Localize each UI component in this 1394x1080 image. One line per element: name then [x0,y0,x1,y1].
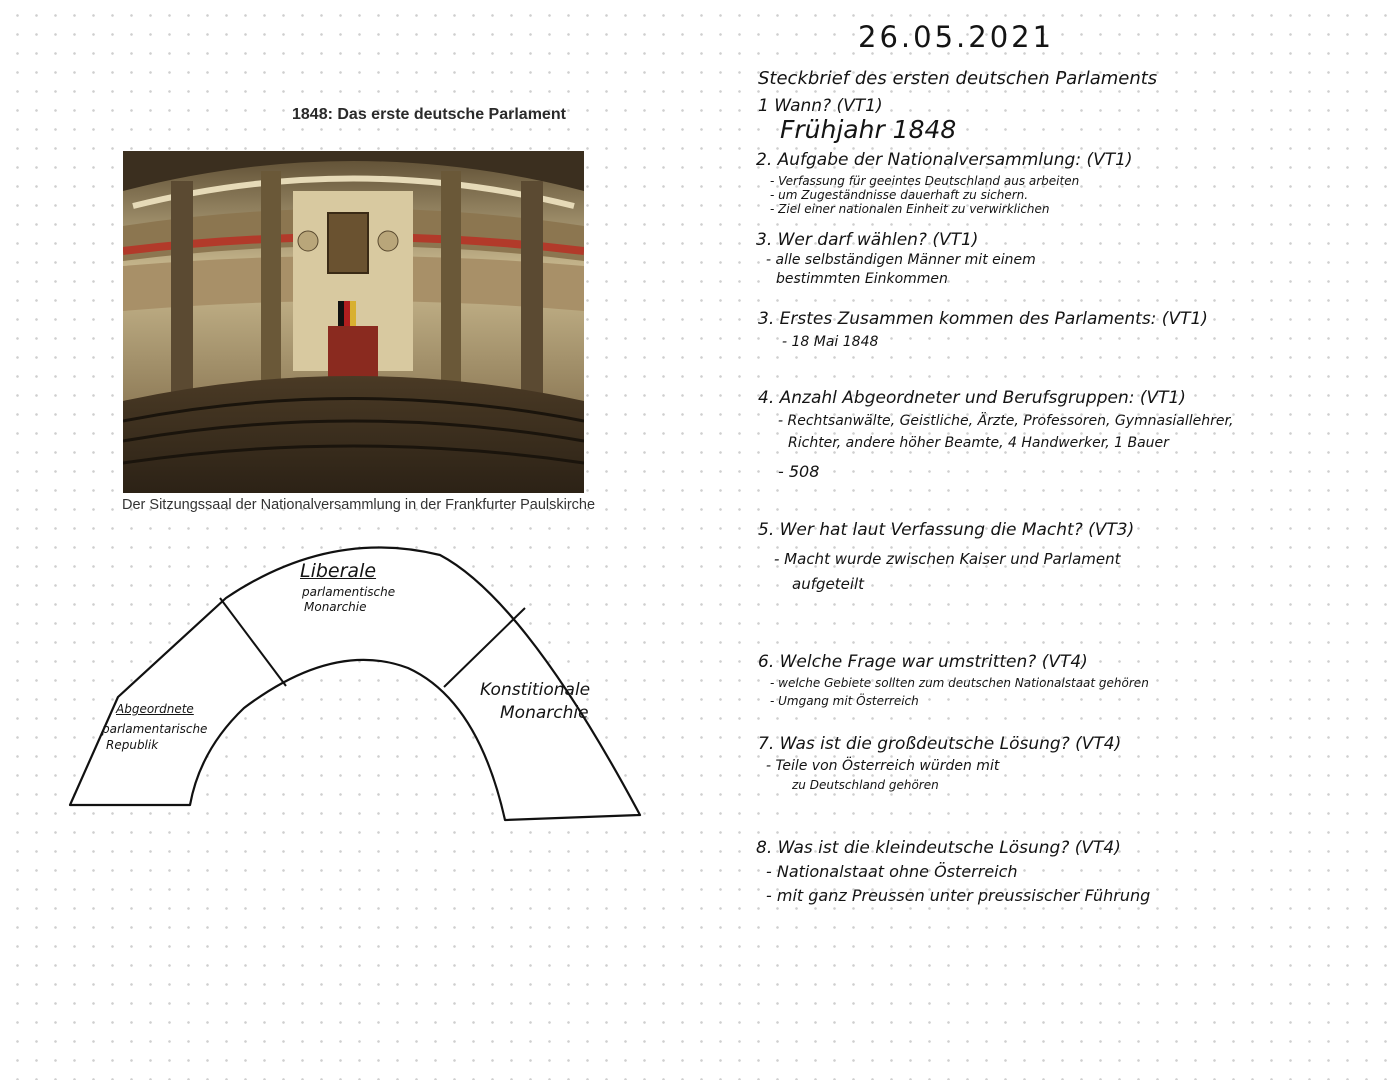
liberale-line-2: Monarchie [304,600,367,614]
answer-1: Frühjahr 1848 [780,115,957,144]
profile-heading: Steckbrief des ersten deutschen Parlaments [758,68,1158,89]
question-2: 2. Aufgabe der Nationalversammlung: (VT1) [756,150,1133,170]
illustration-caption: Der Sitzungssaal der Nationalversammlung in der Frankfurter Paulskirche [122,497,596,513]
answer-8-line-2: - mit ganz Preussen unter preussischer Führung [766,886,1151,905]
question-8: 8. Was ist die kleindeutsche Lösung? (VT4) [756,838,1121,858]
question-6: 6. Welche Frage war umstritten? (VT4) [758,652,1088,672]
liberale-label: Liberale [300,560,377,582]
answer-5-line-2: aufgeteilt [792,575,865,593]
answer-4-line-1: - Rechtsanwälte, Geistliche, Ärzte, Professoren, Gymnasiallehrer, [778,413,1234,429]
abgeordnete-line-1: parlamentarische [102,722,208,736]
answer-4-count: - 508 [778,462,820,481]
question-4: 4. Anzahl Abgeordneter und Berufsgruppen: (VT1) [758,388,1186,408]
question-3b: 3. Erstes Zusammen kommen des Parlaments: (VT1) [758,309,1208,329]
answer-4-line-2: Richter, andere höher Beamte, 4 Handwerker, 1 Bauer [788,435,1169,451]
answer-6-line-1: - welche Gebiete sollten zum deutschen Nationalstaat gehören [770,676,1149,690]
answer-3-line-2: bestimmten Einkommen [776,271,948,287]
worksheet-title: 1848: Das erste deutsche Parlament [292,106,566,123]
answer-7-line-2: zu Deutschland gehören [792,778,939,792]
answer-7-line-1: - Teile von Österreich würden mit [766,758,1000,774]
answer-6-line-2: - Umgang mit Österreich [770,694,919,708]
liberale-line-1: parlamentische [302,585,396,599]
question-5: 5. Wer hat laut Verfassung die Macht? (VT3) [758,520,1135,540]
question-1: 1 Wann? (VT1) [758,96,883,116]
answer-5-line-1: - Macht wurde zwischen Kaiser und Parlament [774,550,1121,568]
date: 26.05.2021 [858,20,1055,54]
answer-3-line-1: - alle selbständigen Männer mit einem [766,252,1036,268]
question-7: 7. Was ist die großdeutsche Lösung? (VT4) [758,734,1122,754]
question-3: 3. Wer darf wählen? (VT1) [756,230,979,250]
abgeordnete-line-2: Republik [106,738,159,752]
answer-2-line-2: - um Zugeständnisse dauerhaft zu sichern. [770,188,1029,202]
answer-3b: - 18 Mai 1848 [782,334,879,350]
answer-2-line-3: - Ziel einer nationalen Einheit zu verwirklichen [770,202,1050,216]
abgeordnete-label: Abgeordnete [116,702,194,716]
answer-2-line-1: - Verfassung für geeintes Deutschland aus arbeiten [770,174,1080,188]
konstitutionale-line-2: Monarchie [500,703,589,723]
answer-8-line-1: - Nationalstaat ohne Österreich [766,862,1018,881]
konstitutionale-line-1: Konstitionale [480,680,591,700]
